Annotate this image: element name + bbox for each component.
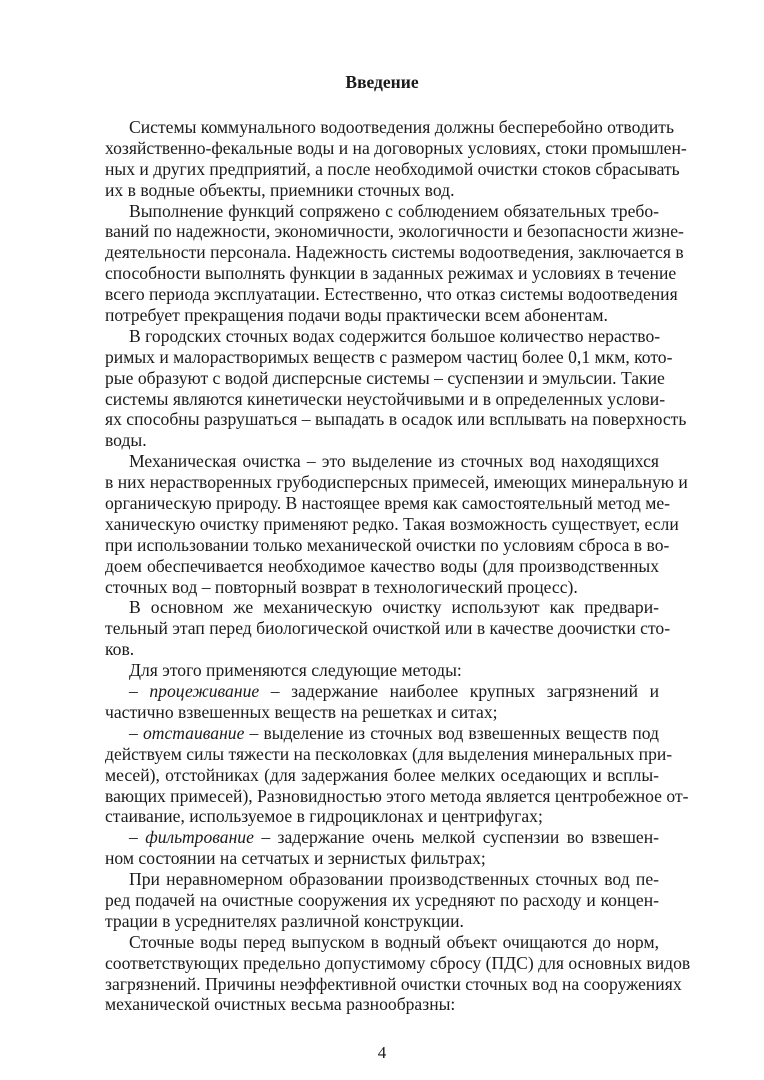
text-line: деятельности персонала. Надежность системы водоотведения, заключается в xyxy=(105,242,684,263)
paragraph xyxy=(105,200,684,326)
text-line: В городских сточных водах содержится большое количество нераство- xyxy=(129,325,661,346)
text-line: при использовании только механической очистки по условиям сброса в во- xyxy=(105,534,670,555)
text-line: трации в усреднителях различной конструкции. xyxy=(105,910,464,931)
list-term: отстаивание xyxy=(142,722,245,743)
text-line: ях способны разрушаться – выпадать в осадок или всплывать на поверхность xyxy=(105,409,687,430)
list-term: процеживание xyxy=(149,681,260,702)
text-line: загрязнений. Причины неэффективной очистки сточных вод на сооружениях xyxy=(105,973,682,994)
page-number: 4 xyxy=(377,1043,387,1062)
text-line: Сточные воды перед выпуском в водный объект очищаются до норм, xyxy=(129,931,659,952)
text-line: действуем силы тяжести на песколовках (для выделения минеральных при- xyxy=(105,743,673,764)
text-line: доем обеспечивается необходимое качество воды (для производственных xyxy=(105,555,659,576)
text-line: римых и малорастворимых веществ с размером частиц более 0,1 мкм, кото- xyxy=(105,346,673,367)
list-term: фильтрование xyxy=(145,827,254,848)
text-line: рые образуют с водой дисперсные системы – суспензии и эмульсии. Такие xyxy=(105,367,665,388)
text-line: системы являются кинетически неустойчивыми и в определенных услови- xyxy=(105,388,666,409)
text-line: органическую природу. В настоящее время как самостоятельный метод ме- xyxy=(105,493,671,514)
text-line xyxy=(105,681,659,702)
document-body xyxy=(105,117,691,1015)
text-line: стаивание, используемое в гидроциклонах и центрифугах; xyxy=(105,806,543,827)
text-line: вающих примесей), Разновидностью этого метода является центробежное от- xyxy=(105,785,689,806)
page-title: Введение xyxy=(345,72,419,92)
text-line: в них нерастворенных грубодисперсных примесей, имеющих минеральную и xyxy=(105,472,688,493)
list-item xyxy=(105,827,659,869)
text-line: Выполнение функций сопряжено с соблюдением обязательных требо- xyxy=(129,200,659,221)
text-line: Для этого применяются следующие методы: xyxy=(129,660,462,681)
paragraph xyxy=(105,597,671,660)
list-text: – выделение из сточных вод взвешенных веществ под xyxy=(244,722,659,743)
text-line: месей), отстойниках (для задержания более мелких оседающих и всплы- xyxy=(105,764,659,785)
text-line: механической очистных весьма разнообразны: xyxy=(105,994,456,1015)
text-line: частично взвешенных веществ на решетках и ситах; xyxy=(105,701,498,722)
text-line: Системы коммунального водоотведения должны бесперебойно отводить xyxy=(129,117,674,137)
text-line: тельный этап перед биологической очисткой или в качестве доочистки сто- xyxy=(105,618,671,639)
text-line xyxy=(105,827,659,848)
text-line: всего периода эксплуатации. Естественно, что отказ системы водоотведения xyxy=(105,284,678,305)
text-line: сточных вод – повторный возврат в технологический процесс). xyxy=(105,576,578,597)
text-line: способности выполнять функции в заданных режимах и условиях в течение xyxy=(105,263,677,284)
paragraph xyxy=(105,451,688,597)
text-line: хозяйственно-фекальные воды и на договорных условиях, стоки промышлен- xyxy=(105,137,687,158)
list-item xyxy=(105,722,689,827)
text-line: В основном же механическую очистку используют как предвари- xyxy=(129,597,659,618)
paragraph xyxy=(105,931,691,1016)
paragraph xyxy=(105,869,659,932)
paragraph xyxy=(105,325,687,451)
text-line: воды. xyxy=(105,430,147,451)
list-text: – задержание наиболее крупных загрязнений и xyxy=(259,681,659,702)
text-line: их в водные объекты, приемники сточных вод. xyxy=(105,179,455,200)
list-dash: – xyxy=(129,681,150,702)
list-dash: – xyxy=(129,722,143,743)
text-line: ред подачей на очистные сооружения их усредняют по расходу и концен- xyxy=(105,889,659,910)
text-line: ных и других предприятий, а после необходимой очистки стоков сбрасывать xyxy=(105,158,680,179)
text-line: ном состоянии на сетчатых и зернистых фильтрах; xyxy=(105,848,486,869)
paragraph xyxy=(105,660,659,681)
text-line: Механическая очистка – это выделение из сточных вод находящихся xyxy=(129,451,659,472)
list-item xyxy=(105,681,659,723)
list-dash: – xyxy=(129,827,146,848)
paragraph xyxy=(105,117,687,201)
list-text: – задержание очень мелкой суспензии во взвешен- xyxy=(253,827,659,848)
text-line: ханическую очистку применяют редко. Такая возможность существует, если xyxy=(105,513,679,534)
text-line: ваний по надежности, экономичности, экологичности и безопасности жизне- xyxy=(105,221,684,242)
text-line: соответствующих предельно допустимому сбросу (ПДС) для основных видов xyxy=(105,952,691,973)
text-line xyxy=(105,723,659,744)
text-line: При неравномерном образовании производственных сточных вод пе- xyxy=(129,869,659,890)
text-line: потребует прекращения подачи воды практически всем абонентам. xyxy=(105,305,608,326)
text-line: ков. xyxy=(105,639,135,660)
